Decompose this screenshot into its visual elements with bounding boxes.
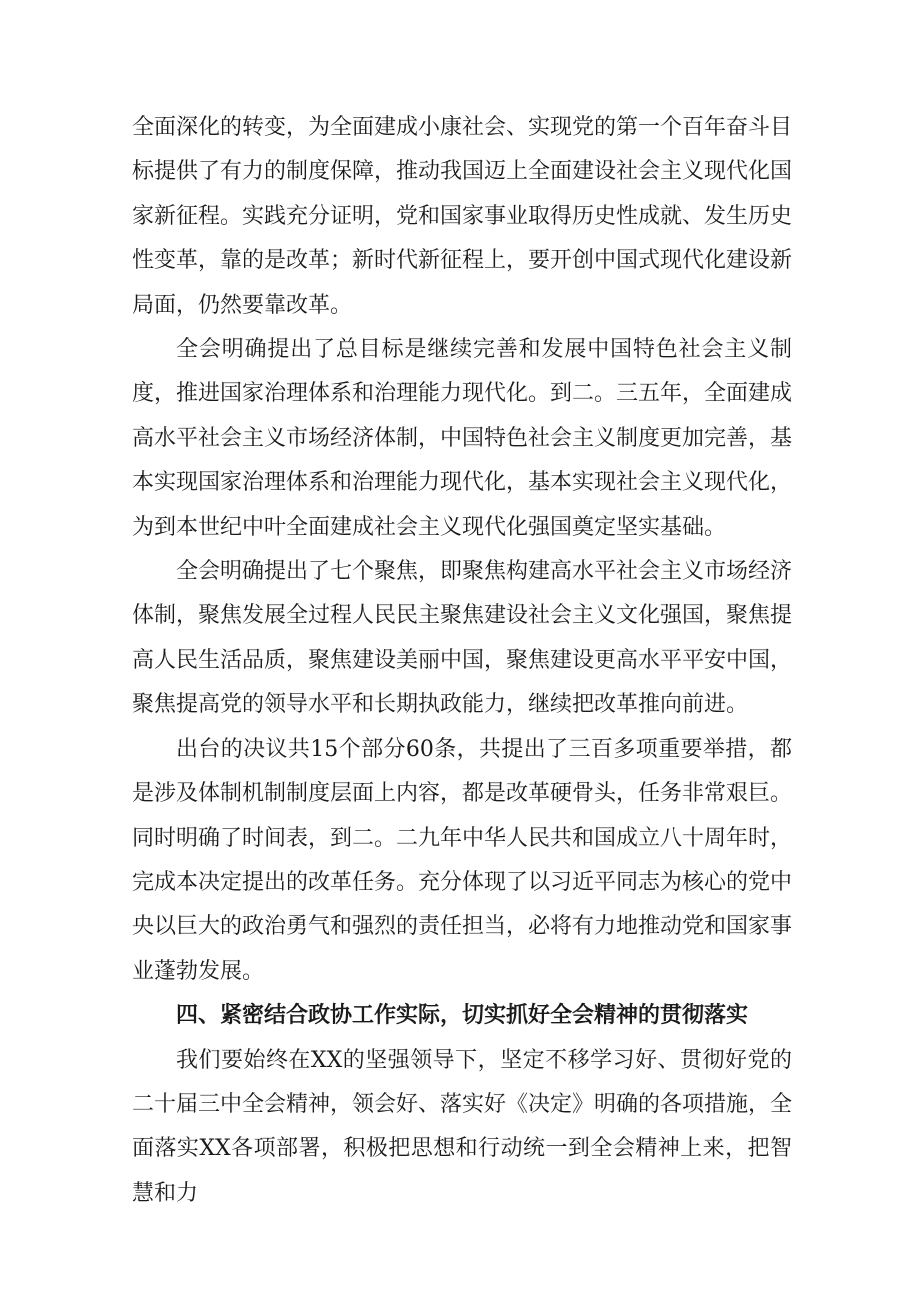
- paragraph-seven-focuses: 全会明确提出了七个聚焦，即聚焦构建高水平社会主义市场经济体制，聚焦发展全过程人民民主聚焦建设社会主义文化强国，聚焦提高人民生活品质，聚焦建设美丽中国，聚焦建设更高水平平安中国，聚焦提高党的领导水平和长期执政能力，继续把改革推向前进。: [132, 559, 793, 718]
- paragraph-overall-goal: 全会明确提出了总目标是继续完善和发展中国特色社会主义制度，推进国家治理体系和治理能力现代化。到二。三五年，全面建成高水平社会主义市场经济体制，中国特色社会主义制度更加完善，基本实现国家治理体系和治理能力现代化，基本实现社会主义现代化，为到本世纪中叶全面建成社会主义现代化强国奠定坚实基础。: [132, 337, 793, 540]
- section-heading: 四、紧密结合政协工作实际，切实抓好全会精神的贯彻落实: [176, 1003, 749, 1029]
- document-body: [132, 106, 792, 1216]
- paragraph-resolution: 出台的决议共15个部分60条，共提出了三百多项重要举措，都是涉及体制机制制度层面上内容，都是改革硬骨头，任务非常艰巨。同时明确了时间表，到二。二九年中华人民共和国成立八十周年时，完成本决定提出的改革任务。充分体现了以习近平同志为核心的党中央以巨大的政治勇气和强烈的责任担当，必将有力地推动党和国家事业蓬勃发展。: [132, 736, 793, 984]
- paragraph-continuation: 全面深化的转变，为全面建成小康社会、实现党的第一个百年奋斗目标提供了有力的制度保障，推动我国迈上全面建设社会主义现代化国家新征程。实践充分证明，党和国家事业取得历史性成就、发生历史性变革，靠的是改革；新时代新征程上，要开创中国式现代化建设新局面，仍然要靠改革。: [132, 115, 793, 318]
- paragraph-closing: 我们要始终在XX的坚强领导下，坚定不移学习好、贯彻好党的二十届三中全会精神，领会好、落实好《决定》明确的各项措施，全面落实XX各项部署，积极把思想和行动统一到全会精神上来，把智慧和力: [132, 1047, 793, 1206]
